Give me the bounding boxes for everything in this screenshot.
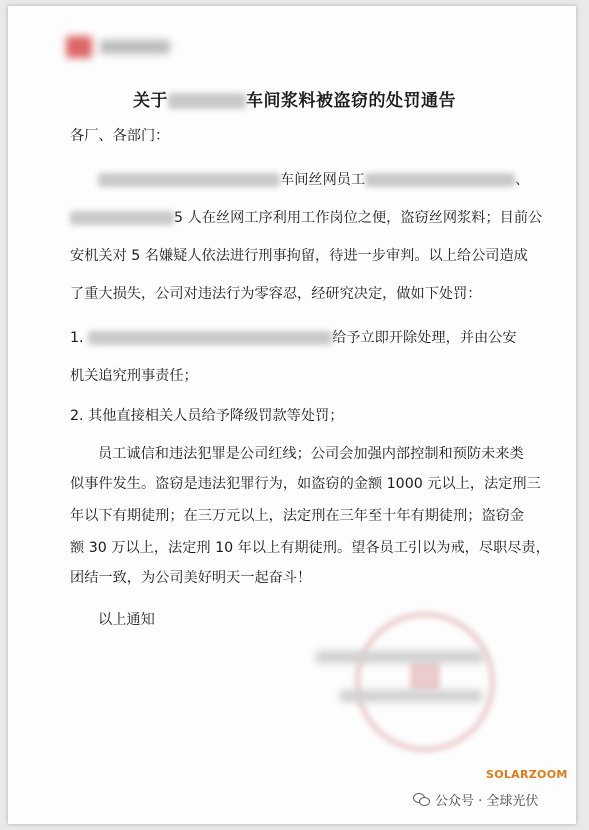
list-item-1-cont: 机关追究刑事责任； bbox=[70, 368, 198, 384]
wechat-watermark: 公众号 · 全球光伏 bbox=[413, 790, 538, 809]
paragraph-line: 了重大损失，公司对违法行为零容忍，经研究决定，做如下处罚： bbox=[70, 286, 482, 302]
paragraph-line: 安机关对 5 名嫌疑人依法进行刑事拘留，待进一步审判。以上给公司造成 bbox=[70, 248, 528, 264]
paragraph-line: 年以下有期徒刑；在三万元以上，法定刑在三年至十年有期徒刑；盗窃金 bbox=[70, 508, 525, 524]
company-logo bbox=[66, 34, 176, 60]
notice-title: 关于 车间浆料被盗窃的处罚通告 bbox=[133, 91, 456, 111]
redacted-company-name bbox=[316, 651, 484, 663]
list-item-1: 1. 给予立即开除处理，并由公安 bbox=[70, 330, 517, 346]
redacted-names bbox=[88, 331, 332, 345]
paragraph-line: 5 人在丝网工序利用工作岗位之便，盗窃丝网浆料；目前公 bbox=[70, 208, 542, 228]
list-item-2: 2. 其他直接相关人员给予降级罚款等处罚； bbox=[70, 408, 344, 424]
company-seal bbox=[355, 612, 495, 752]
redacted-date-signature bbox=[340, 690, 482, 702]
redacted-names bbox=[365, 173, 515, 187]
salutation: 各厂、各部门： bbox=[70, 128, 170, 144]
redacted-date bbox=[98, 173, 280, 187]
brand-watermark: SOLARZOOM bbox=[486, 768, 568, 781]
redacted-workshop-name bbox=[168, 93, 246, 109]
paragraph-line: 车间丝网员工 、 bbox=[98, 170, 529, 190]
redacted-names bbox=[70, 211, 174, 225]
wechat-icon bbox=[413, 793, 431, 807]
paragraph-line: 团结一致，为公司美好明天一起奋斗！ bbox=[70, 570, 312, 586]
paragraph-line: 额 30 万以上，法定刑 10 年以上有期徒刑。望各员工引以为戒，尽职尽责， bbox=[70, 540, 550, 556]
closing: 以上通知 bbox=[98, 612, 155, 628]
paragraph-line: 似事件发生。盗窃是违法犯罪行为，如盗窃的金额 1000 元以上，法定刑三 bbox=[70, 476, 541, 492]
paragraph-line: 员工诚信和违法犯罪是公司红线；公司会加强内部控制和预防未来类 bbox=[98, 446, 524, 462]
